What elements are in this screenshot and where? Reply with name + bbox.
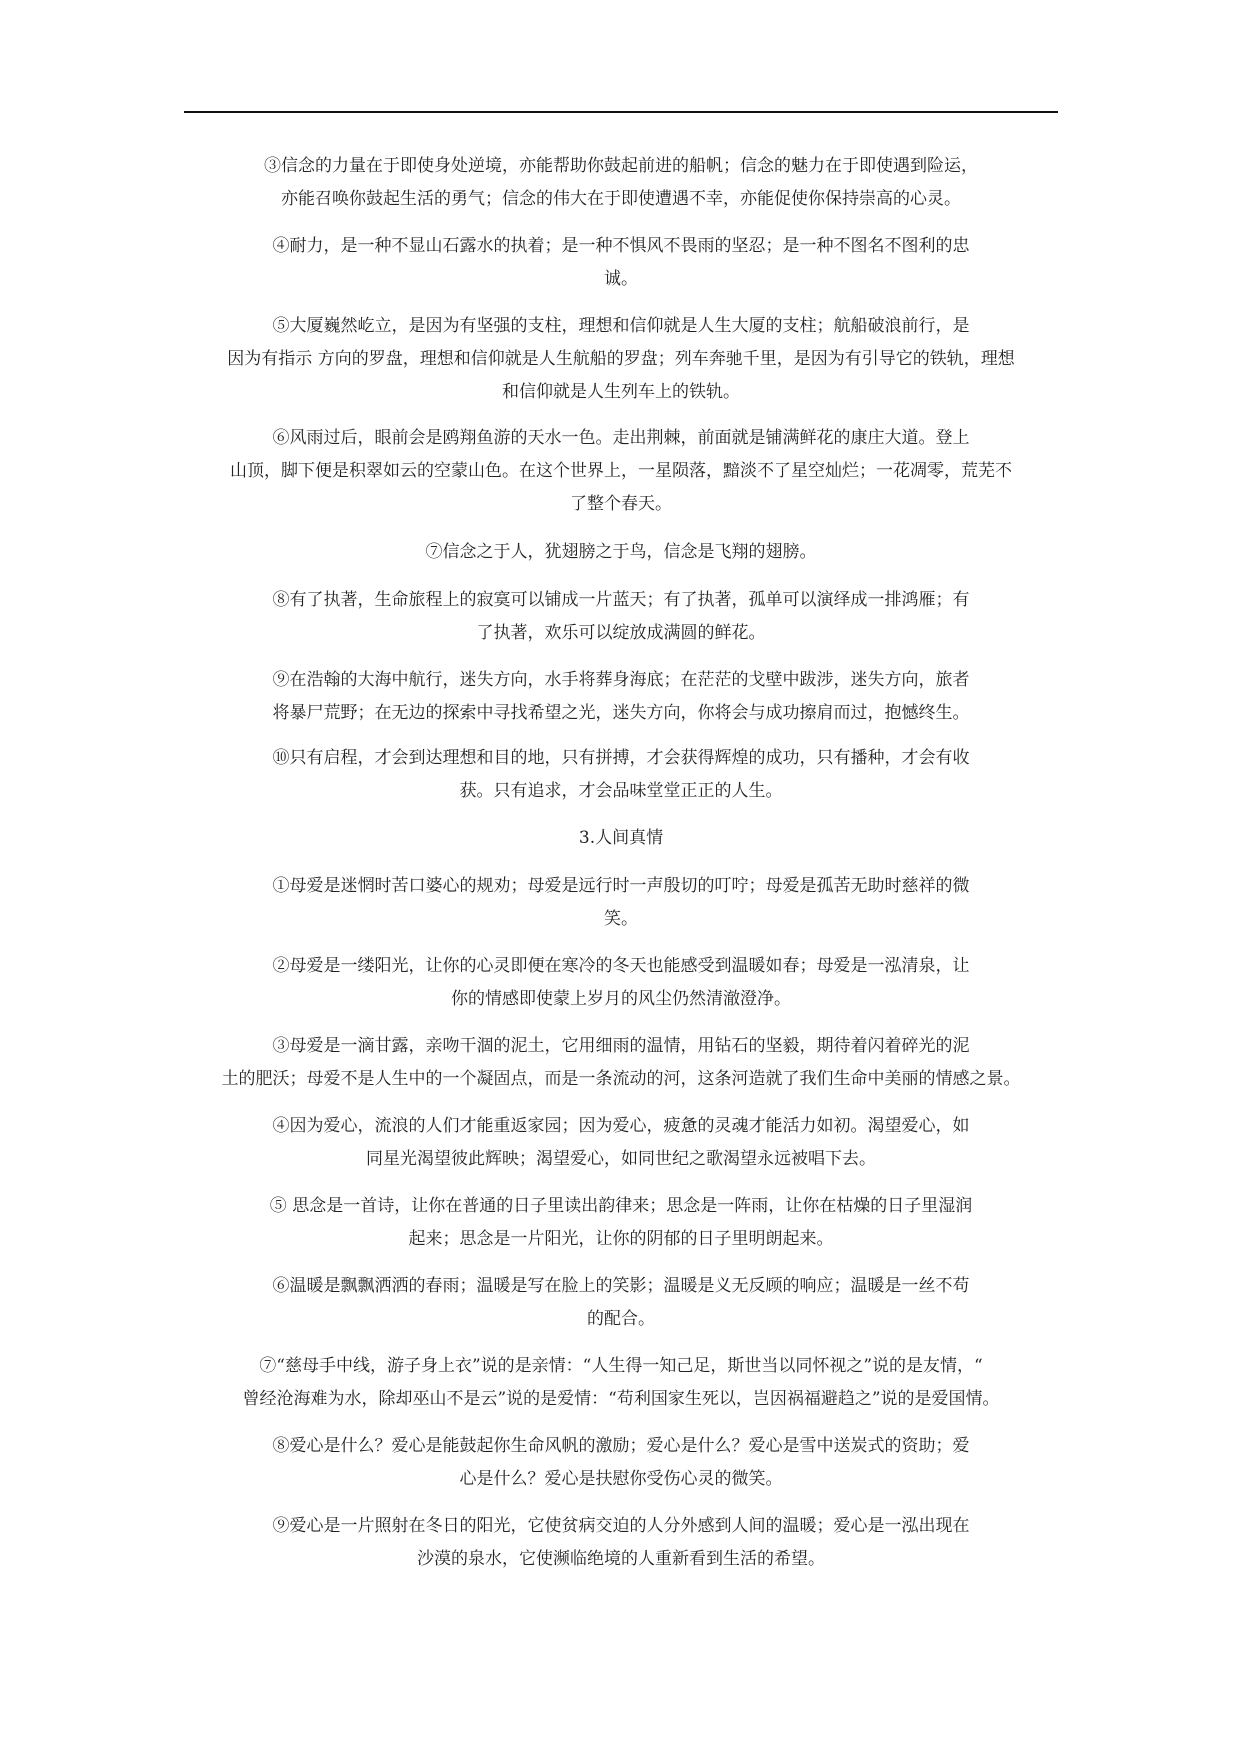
paragraph: ③信念的力量在于即使身处逆境，亦能帮助你鼓起前进的船帆；信念的魅力在于即使遇到险运， 亦能召唤你鼓起生活的勇气；信念的伟大在于即使遭遇不幸，亦能促使你保持崇高的心灵。 [264, 156, 978, 209]
section-heading: 3.人间真情 [578, 828, 664, 848]
paragraph: ⑦信念之于人，犹翅膀之于鸟，信念是飞翔的翅膀。 [425, 542, 817, 562]
paragraph: ⑨在浩翰的大海中航行，迷失方向，水手将葬身海底；在茫茫的戈壁中跋涉，迷失方向，旅者 将暴尸荒野；在无边的探索中寻找希望之光，迷失方向，你将会与成功擦肩而过，抱憾终生。 [272, 670, 970, 723]
paragraph: ④因为爱心，流浪的人们才能重返家园；因为爱心，疲惫的灵魂才能活力如初。渴望爱心，如 同星光渴望彼此辉映；渴望爱心，如同世纪之歌渴望永远被唱下去。 [272, 1116, 970, 1169]
paragraph: ②母爱是一缕阳光，让你的心灵即便在寒冷的冬天也能感受到温暖如春；母爱是一泓清泉，让 你的情感即使蒙上岁月的风尘仍然清澈澄净。 [272, 956, 970, 1009]
paragraph: ⑥风雨过后，眼前会是鸥翔鱼游的天水一色。走出荆棘，前面就是铺满鲜花的康庄大道。登上 山顶，脚下便是积翠如云的空蒙山色。在这个世界上，一星陨落，黯淡不了星空灿烂；一花凋零，荒芜不 了整个春天。 [230, 428, 1012, 514]
paragraph: ③母爱是一滴甘露，亲吻干涸的泥土，它用细雨的温情，用钻石的坚毅，期待着闪着碎光的泥 土的肥沃；母爱不是人生中的一个凝固点，而是一条流动的河，这条河造就了我们生命中美丽的情感之景。 [221, 1036, 1021, 1089]
paragraph: ⑤ 思念是一首诗，让你在普通的日子里读出韵律来；思念是一阵雨，让你在枯燥的日子里湿润 起来；思念是一片阳光，让你的阴郁的日子里明朗起来。 [269, 1196, 973, 1249]
paragraph: ⑩只有启程，才会到达理想和目的地，只有拼搏，才会获得辉煌的成功，只有播种，才会有收 获。只有追求，才会品味堂堂正正的人生。 [272, 748, 970, 801]
paragraph: ⑧爱心是什么？爱心是能鼓起你生命风帆的激励；爱心是什么？爱心是雪中送炭式的资助；爱 心是什么？爱心是扶慰你受伤心灵的微笑。 [272, 1436, 970, 1489]
paragraph: ⑧有了执著，生命旅程上的寂寞可以铺成一片蓝天；有了执著，孤单可以演绎成一排鸿雁；有 了执著，欢乐可以绽放成满圆的鲜花。 [272, 590, 970, 643]
paragraph: ⑨爱心是一片照射在冬日的阳光，它使贫病交迫的人分外感到人间的温暖；爱心是一泓出现在 沙漠的泉水，它使濒临绝境的人重新看到生活的希望。 [272, 1516, 970, 1569]
paragraph: ①母爱是迷惘时苦口婆心的规劝；母爱是远行时一声殷切的叮咛；母爱是孤苦无助时慈祥的微 笑。 [272, 876, 970, 929]
paragraph: ⑤大厦巍然屹立，是因为有坚强的支柱，理想和信仰就是人生大厦的支柱；航船破浪前行，是 因为有指示 方向的罗盘，理想和信仰就是人生航船的罗盘；列车奔驰千里，是因为有引导它的铁轨，理想 和信仰就是人生列车上的铁轨。 [227, 316, 1015, 402]
paragraph: ⑥温暖是飘飘洒洒的春雨；温暖是写在脸上的笑影；温暖是义无反顾的响应；温暖是一丝不苟 的配合。 [272, 1276, 970, 1329]
paragraph: ⑦“慈母手中线，游子身上衣”说的是亲情：“人生得一知己足，斯世当以同怀视之”说的是友情，“ 曾经沧海难为水，除却巫山不是云”说的是爱情：“苟利国家生死以，岂因祸福避趋之”说的是爱国情。 [242, 1356, 1000, 1409]
header-rule [184, 111, 1058, 113]
paragraph: ④耐力，是一种不显山石露水的执着；是一种不惧风不畏雨的坚忍；是一种不图名不图利的忠 诚。 [272, 236, 970, 289]
